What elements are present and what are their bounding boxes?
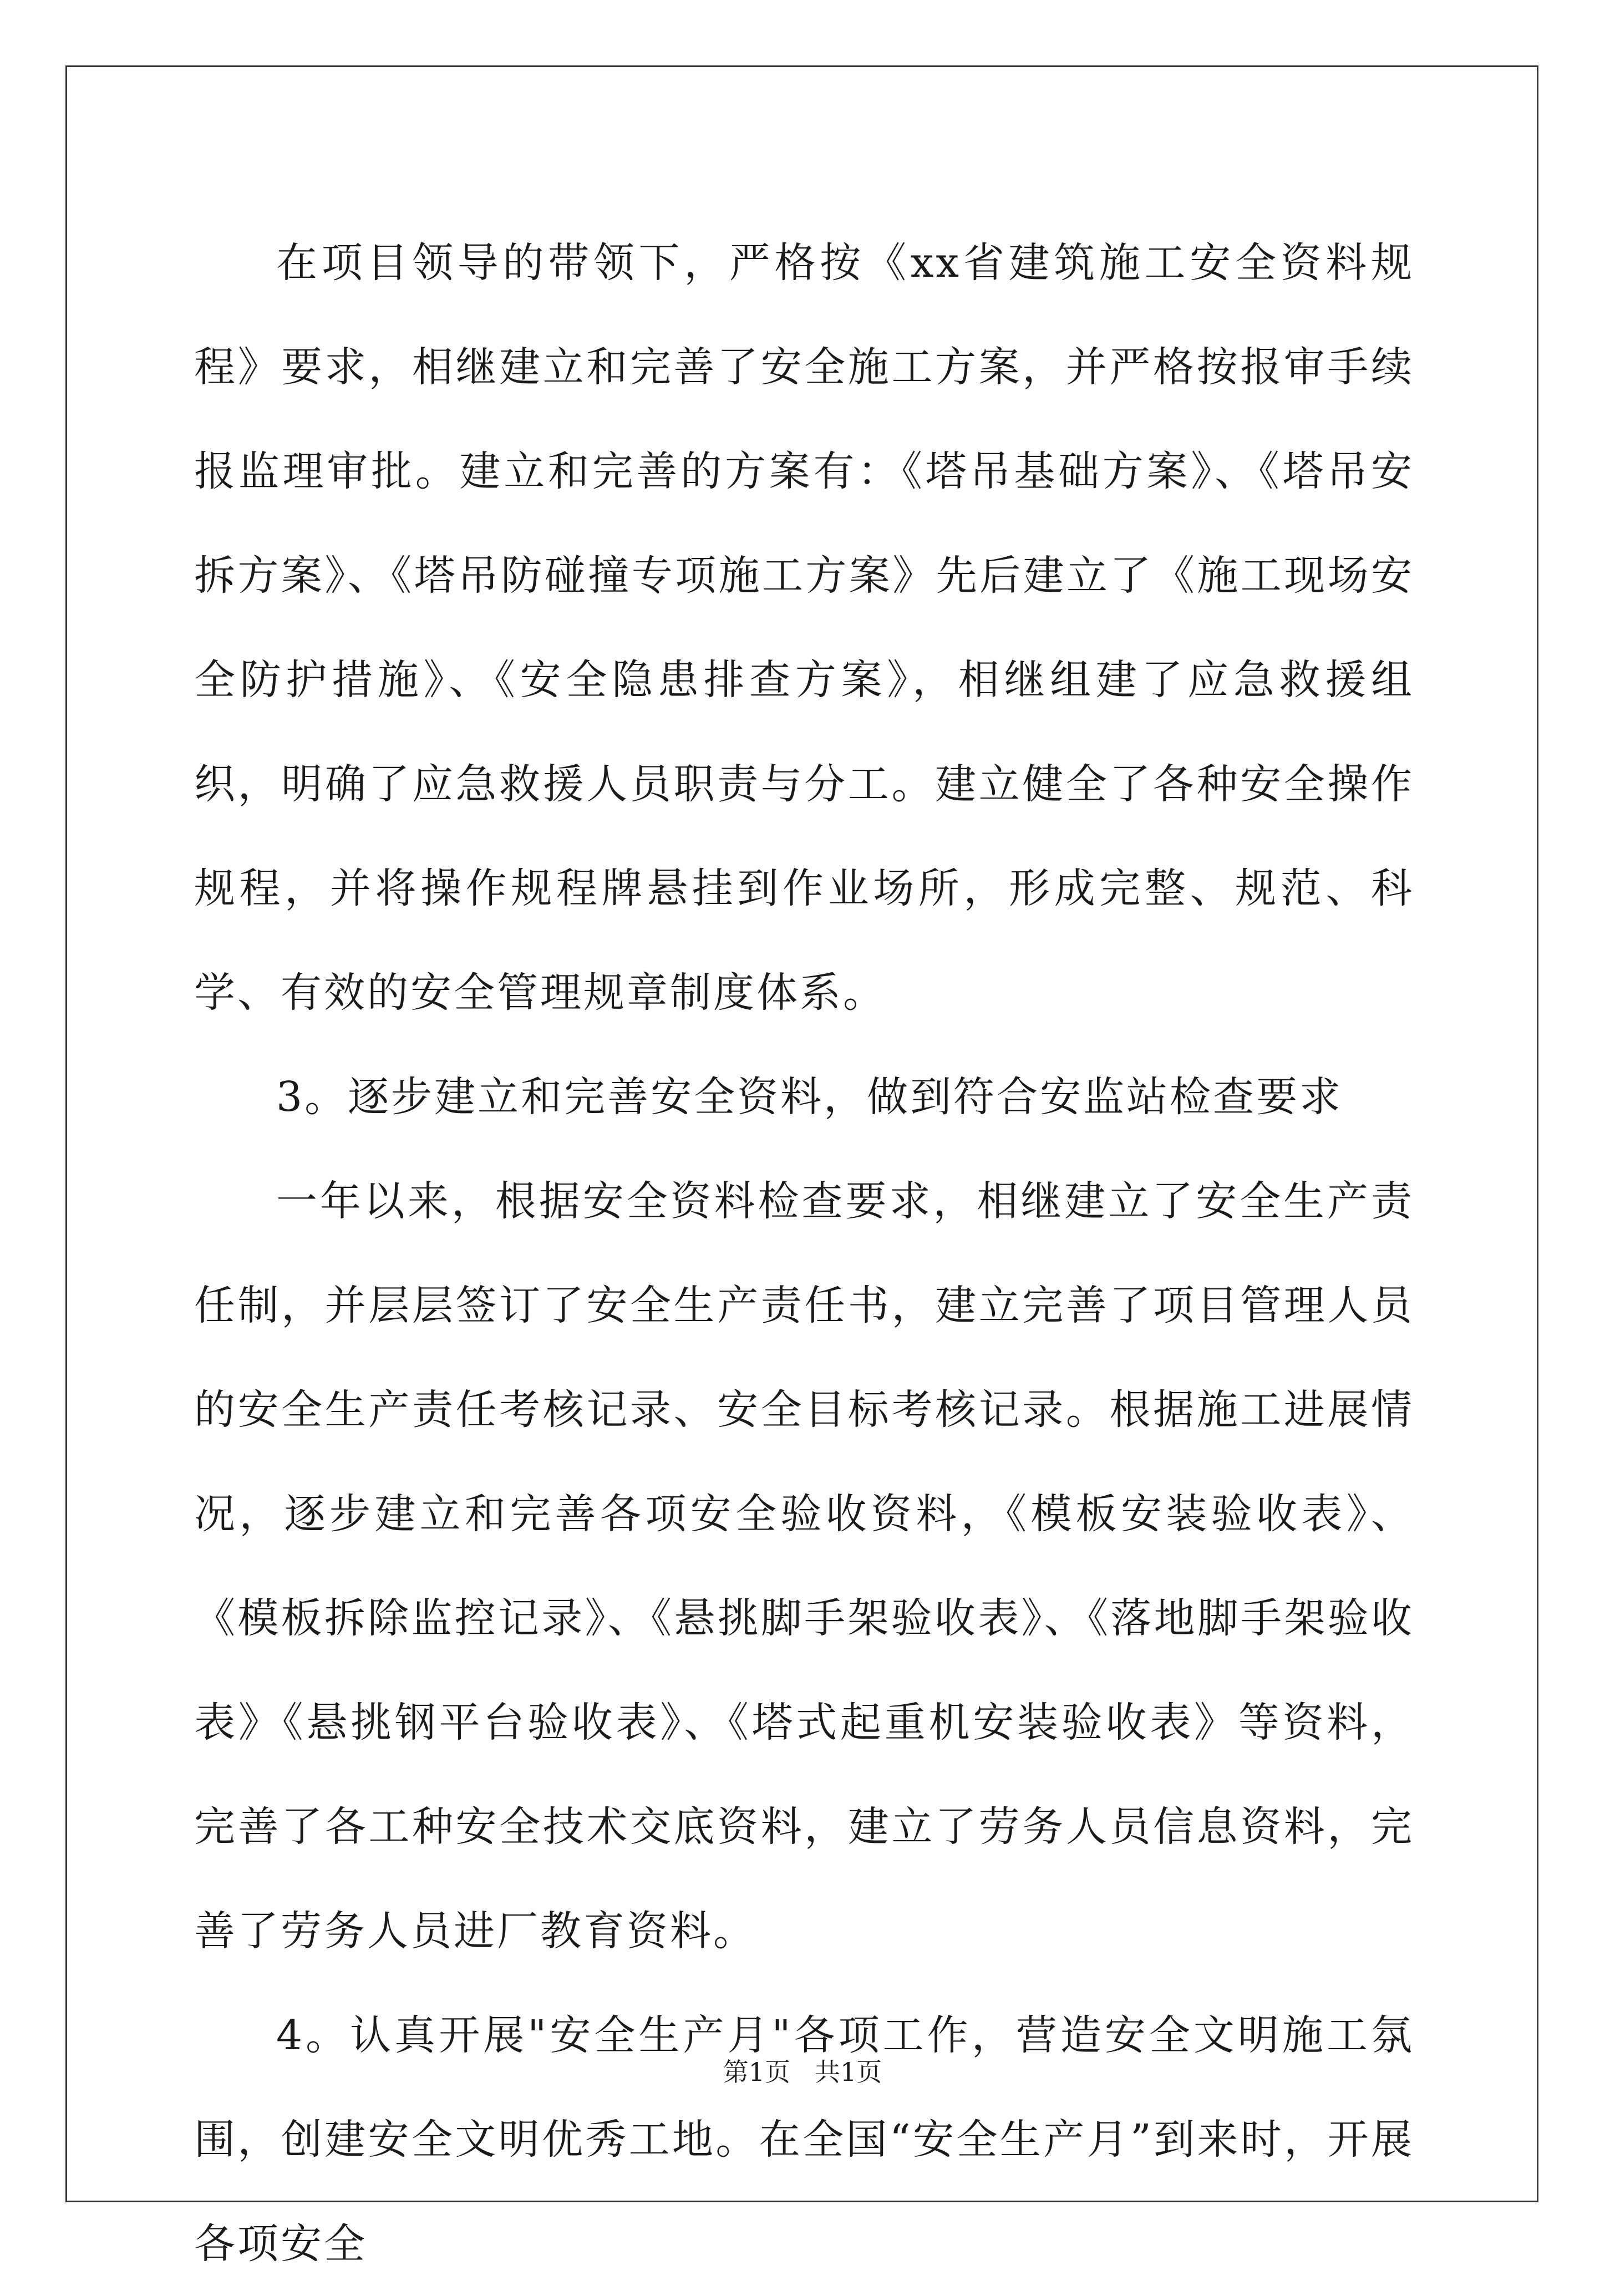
paragraph-safety-month: 4。认真开展"安全生产月"各项工作，营造安全文明施工氛围，创建安全文明优秀工地。在全国“安全生产月”到来时，开展各项安全 <box>194 2011 1414 2268</box>
page-number: 第1页 <box>723 2057 791 2087</box>
paragraph-safety-records: 一年以来，根据安全资料检查要求，相继建立了安全生产责任制，并层层签订了安全生产责任书，建立完善了项目管理人员的安全生产责任考核记录、安全目标考核记录。根据施工进展情况，逐步建立和完善各项安全验收资料，《模板安装验收表》、《模板拆除监控记录》、《悬挑脚手架验收表》、《落地脚手架验收表》《悬挑钢平台验收表》、《塔式起重机安装验收表》等资料，完善了各工种安全技术交底资料，建立了劳务人员信息资料，完善了劳务人员进厂教育资料。 <box>194 1177 1414 1955</box>
paragraph-heading-3: 3。逐步建立和完善安全资料，做到符合安监站检查要求 <box>276 1073 1343 1121</box>
page-total: 共1页 <box>814 2057 882 2087</box>
document-body <box>194 211 1414 2296</box>
paragraph-safety-plans: 在项目领导的带领下，严格按《xx省建筑施工安全资料规程》要求，相继建立和完善了安全施工方案，并严格按报审手续报监理审批。建立和完善的方案有：《塔吊基础方案》、《塔吊安拆方案》、《塔吊防碰撞专项施工方案》先后建立了《施工现场安全防护措施》、《安全隐患排查方案》，相继组建了应急救援组织，明确了应急救援人员职责与分工。建立健全了各种安全操作规程，并将操作规程牌悬挂到作业场所，形成完整、规范、科学、有效的安全管理规章制度体系。 <box>194 239 1414 1017</box>
page-footer <box>0 2055 1605 2089</box>
